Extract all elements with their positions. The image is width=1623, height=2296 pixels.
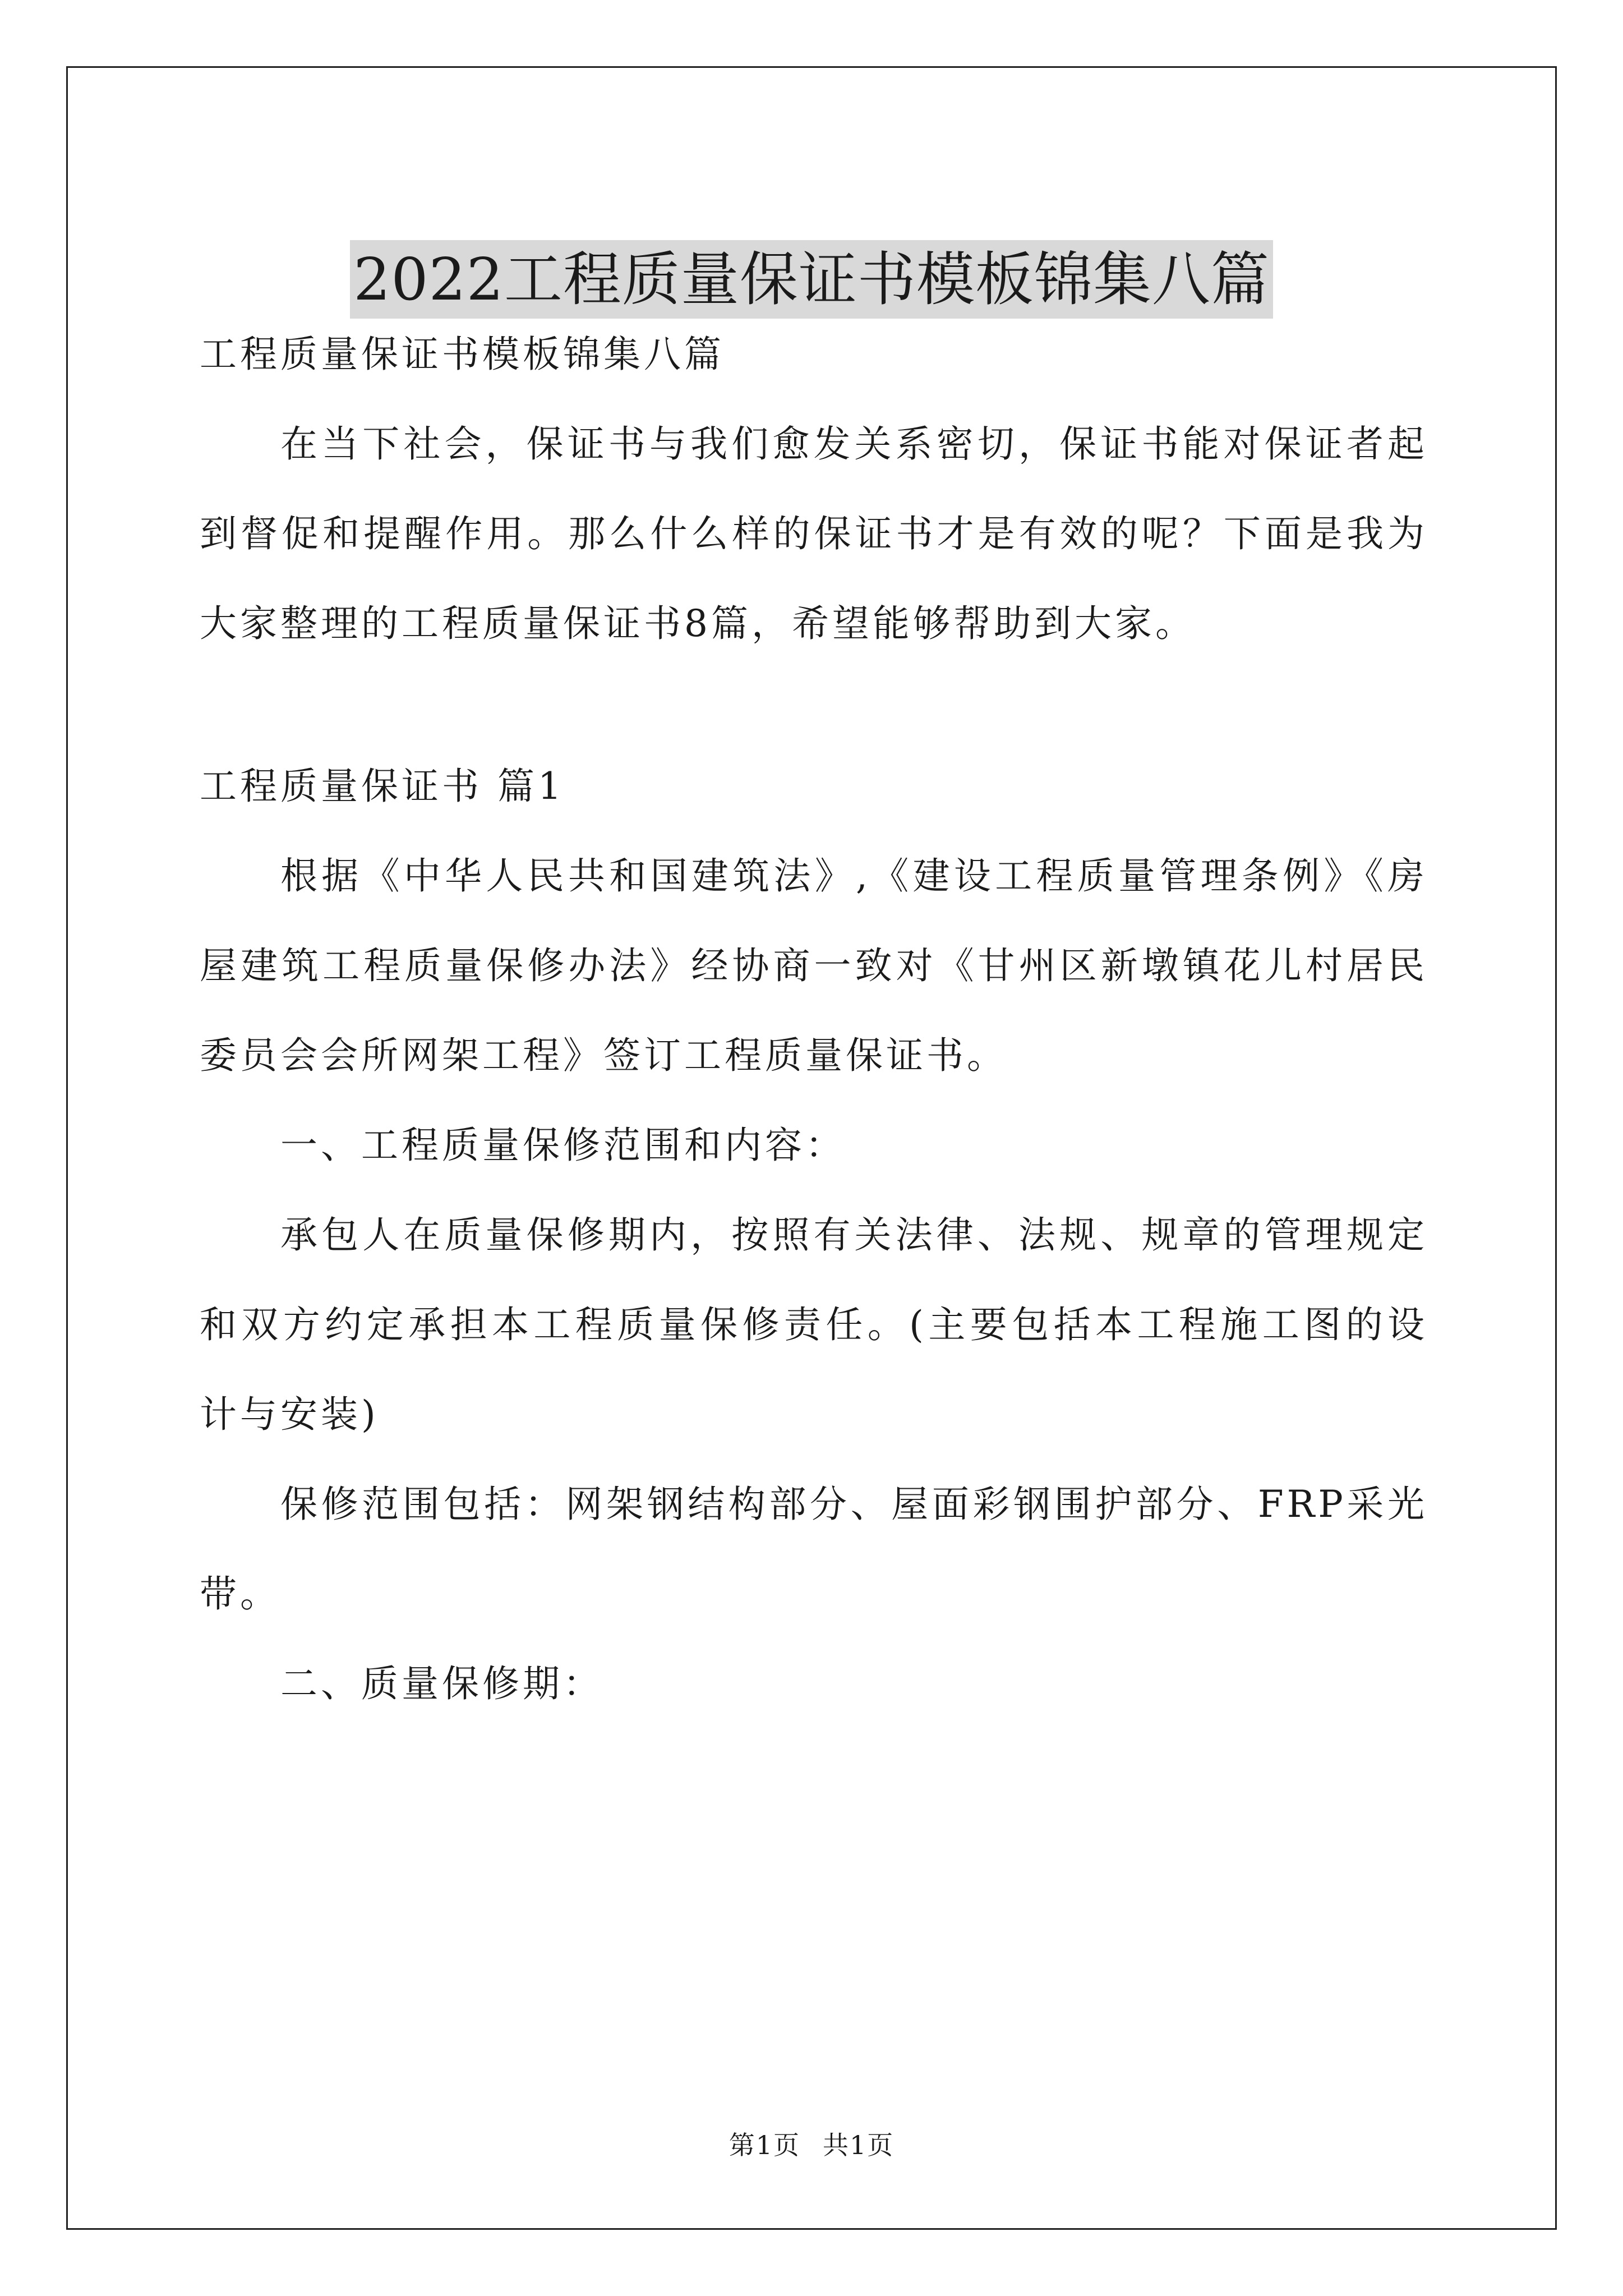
document-title: 2022工程质量保证书模板锦集八篇 (350, 240, 1273, 319)
page-number-current: 第1页 (728, 2130, 800, 2160)
intro-paragraph: 在当下社会，保证书与我们愈发关系密切，保证书能对保证者起到督促和提醒作用。那么什么样的保证书才是有效的呢？下面是我为大家整理的工程质量保证书8篇，希望能够帮助到大家。 (200, 422, 1428, 645)
body-paragraph: 承包人在质量保修期内，按照有关法律、法规、规章的管理规定和双方约定承担本工程质量保修责任。(主要包括本工程施工图的设计与安装) (200, 1213, 1428, 1436)
document-subtitle: 工程质量保证书模板锦集八篇 (200, 333, 725, 376)
document-body (200, 310, 1428, 1729)
section-heading: 工程质量保证书 篇1 (200, 765, 565, 808)
page-number-total: 共1页 (823, 2130, 895, 2160)
body-paragraph: 一、工程质量保修范围和内容： (280, 1124, 846, 1167)
body-paragraph: 二、质量保修期： (280, 1662, 603, 1705)
page-footer (0, 2128, 1623, 2162)
body-paragraph: 根据《中华人民共和国建筑法》,《建设工程质量管理条例》《房屋建筑工程质量保修办法》经协商一致对《甘州区新墩镇花儿村居民委员会会所网架工程》签订工程质量保证书。 (200, 854, 1428, 1077)
body-paragraph: 保修范围包括：网架钢结构部分、屋面彩钢围护部分、FRP采光带。 (200, 1483, 1428, 1616)
